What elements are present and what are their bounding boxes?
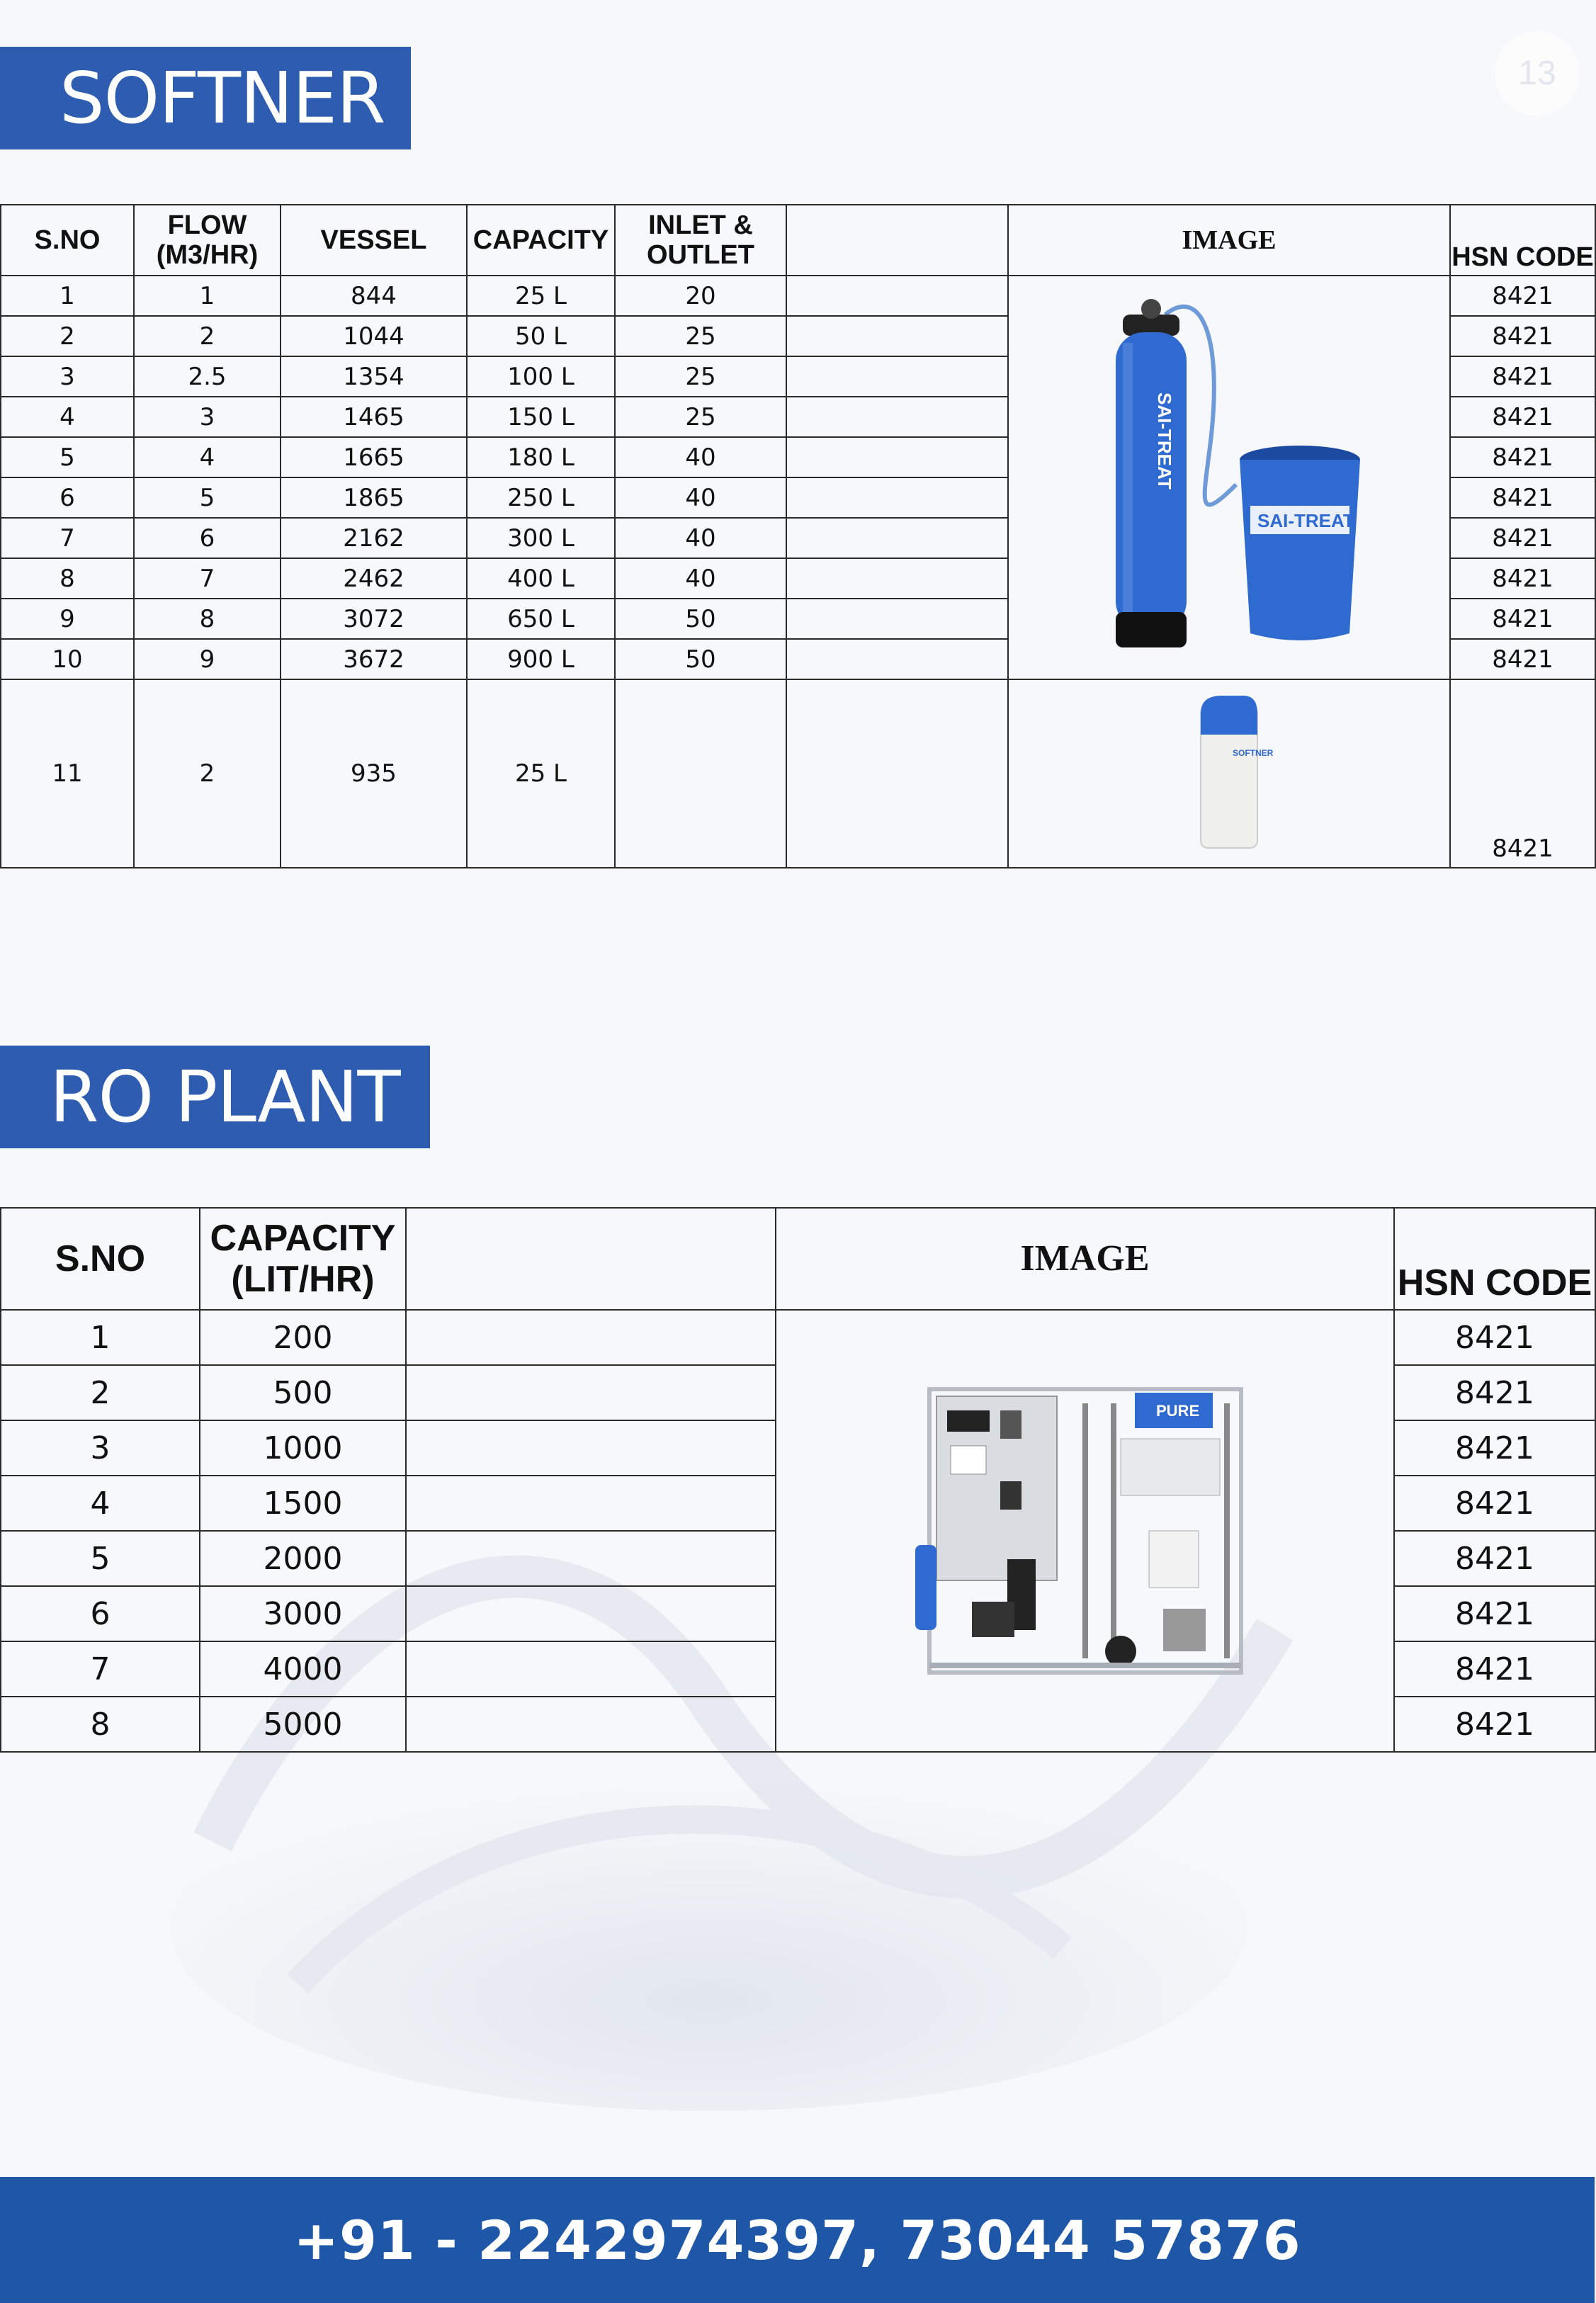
- header-hsn-code: HSN CODE: [1450, 205, 1595, 276]
- cell-blank: [786, 477, 1008, 518]
- cell-hsn: 8421: [1450, 397, 1595, 437]
- cell-hsn: 8421: [1450, 477, 1595, 518]
- cell-sno: 7: [1, 518, 134, 558]
- cell-hsn: 8421: [1394, 1531, 1595, 1586]
- cell-capacity: 180 L: [467, 437, 615, 477]
- tank-brand-label: SAI-TREAT: [1257, 510, 1354, 531]
- table-row: [1, 679, 1595, 868]
- cell-capacity: 1000: [200, 1420, 406, 1476]
- cell-blank: [406, 1641, 776, 1697]
- cell-vessel: 1465: [281, 397, 467, 437]
- cell-vessel: 1044: [281, 316, 467, 356]
- ro-plant-section-title: RO PLANT: [0, 1046, 430, 1148]
- cell-hsn: 8421: [1394, 1476, 1595, 1531]
- cell-flow: 2: [134, 316, 281, 356]
- cell-flow: 7: [134, 558, 281, 599]
- header-flow: FLOW (M3/HR): [134, 205, 281, 276]
- cell-sno: 4: [1, 1476, 200, 1531]
- softener-cabinet-image: [1194, 692, 1274, 855]
- cell-capacity: 2000: [200, 1531, 406, 1586]
- footer-contact-bar: [0, 2177, 1595, 2303]
- cell-blank: [786, 356, 1008, 397]
- cell-sno: 2: [1, 316, 134, 356]
- vessel-brand-label: SAI-TREAT: [1154, 392, 1175, 490]
- header-image: IMAGE: [776, 1208, 1394, 1310]
- cell-vessel: 1665: [281, 437, 467, 477]
- ro-plant-image: [915, 1375, 1255, 1687]
- cell-flow: 8: [134, 599, 281, 639]
- cell-sno: 10: [1, 639, 134, 679]
- cell-blank: [786, 518, 1008, 558]
- cell-hsn: 8421: [1450, 639, 1595, 679]
- cell-inlet-outlet: 25: [615, 316, 786, 356]
- cell-vessel: 3072: [281, 599, 467, 639]
- table-row: [1, 276, 1595, 316]
- header-sno: S.NO: [1, 205, 134, 276]
- cell-blank: [406, 1365, 776, 1420]
- header-sno: S.NO: [1, 1208, 200, 1310]
- cell-flow: 5: [134, 477, 281, 518]
- cell-blank: [786, 397, 1008, 437]
- cell-capacity: 100 L: [467, 356, 615, 397]
- cell-vessel: 1354: [281, 356, 467, 397]
- cell-blank: [406, 1310, 776, 1365]
- cell-flow: 6: [134, 518, 281, 558]
- cell-sno: 4: [1, 397, 134, 437]
- cell-capacity: 400 L: [467, 558, 615, 599]
- cell-capacity: 500: [200, 1365, 406, 1420]
- cell-hsn: 8421: [1450, 599, 1595, 639]
- cell-sno: 11: [1, 679, 134, 868]
- cell-hsn: 8421: [1394, 1697, 1595, 1752]
- cell-hsn: 8421: [1450, 558, 1595, 599]
- softner-header-row: [1, 205, 1595, 276]
- cell-sno: 8: [1, 1697, 200, 1752]
- cell-hsn: 8421: [1394, 1310, 1595, 1365]
- softner-section-title: SOFTNER: [0, 47, 411, 149]
- cell-sno: 9: [1, 599, 134, 639]
- cell-capacity: 250 L: [467, 477, 615, 518]
- cell-capacity: 300 L: [467, 518, 615, 558]
- cell-sno: 7: [1, 1641, 200, 1697]
- cell-hsn: 8421: [1450, 356, 1595, 397]
- cell-inlet-outlet: 40: [615, 518, 786, 558]
- cell-inlet-outlet: 25: [615, 356, 786, 397]
- cell-blank: [406, 1476, 776, 1531]
- cell-capacity: 25 L: [467, 679, 615, 868]
- cell-vessel: 2162: [281, 518, 467, 558]
- cell-flow: 3: [134, 397, 281, 437]
- ro-plant-table: [0, 1207, 1596, 1753]
- cell-capacity: 25 L: [467, 276, 615, 316]
- cell-flow: 9: [134, 639, 281, 679]
- cell-sno: 1: [1, 276, 134, 316]
- cell-inlet-outlet: [615, 679, 786, 868]
- cell-flow: 4: [134, 437, 281, 477]
- cell-capacity: 5000: [200, 1697, 406, 1752]
- cell-blank: [406, 1586, 776, 1641]
- cell-hsn: 8421: [1394, 1420, 1595, 1476]
- cell-capacity: 1500: [200, 1476, 406, 1531]
- cell-vessel: 935: [281, 679, 467, 868]
- cell-inlet-outlet: 40: [615, 477, 786, 518]
- cell-blank: [786, 316, 1008, 356]
- footer-phone-numbers[interactable]: +91 - 2242974397, 73044 57876: [293, 2208, 1301, 2272]
- cell-vessel: 844: [281, 276, 467, 316]
- cell-capacity: 650 L: [467, 599, 615, 639]
- cell-sno: 2: [1, 1365, 200, 1420]
- cell-vessel: 2462: [281, 558, 467, 599]
- cell-capacity: 3000: [200, 1586, 406, 1641]
- cell-vessel: 3672: [281, 639, 467, 679]
- cell-hsn: 8421: [1394, 1586, 1595, 1641]
- cell-vessel: 1865: [281, 477, 467, 518]
- plant-brand-label: PURE: [1155, 1402, 1199, 1420]
- cell-capacity: 900 L: [467, 639, 615, 679]
- cell-hsn: 8421: [1450, 518, 1595, 558]
- header-vessel: VESSEL: [281, 205, 467, 276]
- cell-sno: 1: [1, 1310, 200, 1365]
- cell-hsn: 8421: [1450, 316, 1595, 356]
- page-number: 13: [1495, 31, 1580, 116]
- table-row: [1, 1310, 1595, 1365]
- softner-cabinet-image-cell: [1008, 679, 1450, 868]
- cell-sno: 5: [1, 1531, 200, 1586]
- cell-capacity: 150 L: [467, 397, 615, 437]
- cell-capacity: 200: [200, 1310, 406, 1365]
- cell-flow: 2.5: [134, 356, 281, 397]
- cell-flow: 1: [134, 276, 281, 316]
- cell-inlet-outlet: 40: [615, 558, 786, 599]
- cell-blank: [786, 437, 1008, 477]
- ro-image-cell: [776, 1310, 1394, 1752]
- cell-inlet-outlet: 40: [615, 437, 786, 477]
- header-hsn-code: HSN CODE: [1394, 1208, 1595, 1310]
- cell-hsn: 8421: [1394, 1365, 1595, 1420]
- cell-hsn: 8421: [1450, 437, 1595, 477]
- cell-blank: [406, 1420, 776, 1476]
- header-blank: [786, 205, 1008, 276]
- cell-capacity: 50 L: [467, 316, 615, 356]
- cell-hsn: 8421: [1394, 1641, 1595, 1697]
- cell-blank: [786, 679, 1008, 868]
- cell-blank: [406, 1697, 776, 1752]
- cell-sno: 5: [1, 437, 134, 477]
- header-inlet-outlet: INLET & OUTLET: [615, 205, 786, 276]
- header-image: IMAGE: [1008, 205, 1450, 276]
- cell-sno: 6: [1, 477, 134, 518]
- cell-sno: 3: [1, 1420, 200, 1476]
- cell-hsn: 8421: [1450, 276, 1595, 316]
- cell-sno: 8: [1, 558, 134, 599]
- softner-image-cell: [1008, 276, 1450, 679]
- cell-inlet-outlet: 20: [615, 276, 786, 316]
- softener-vessel-image: [1087, 293, 1371, 662]
- header-capacity: CAPACITY: [467, 205, 615, 276]
- cell-blank: [786, 558, 1008, 599]
- cell-flow: 2: [134, 679, 281, 868]
- cell-blank: [406, 1531, 776, 1586]
- cell-capacity: 4000: [200, 1641, 406, 1697]
- cell-inlet-outlet: 25: [615, 397, 786, 437]
- ro-header-row: [1, 1208, 1595, 1310]
- cell-blank: [786, 599, 1008, 639]
- cell-inlet-outlet: 50: [615, 599, 786, 639]
- cell-blank: [786, 639, 1008, 679]
- cell-hsn: 8421: [1450, 679, 1595, 868]
- cell-sno: 6: [1, 1586, 200, 1641]
- cabinet-label: SOFTNER: [1233, 748, 1274, 758]
- softner-table: [0, 204, 1596, 868]
- header-blank: [406, 1208, 776, 1310]
- cell-sno: 3: [1, 356, 134, 397]
- header-capacity: CAPACITY (LIT/HR): [200, 1208, 406, 1310]
- cell-blank: [786, 276, 1008, 316]
- cell-inlet-outlet: 50: [615, 639, 786, 679]
